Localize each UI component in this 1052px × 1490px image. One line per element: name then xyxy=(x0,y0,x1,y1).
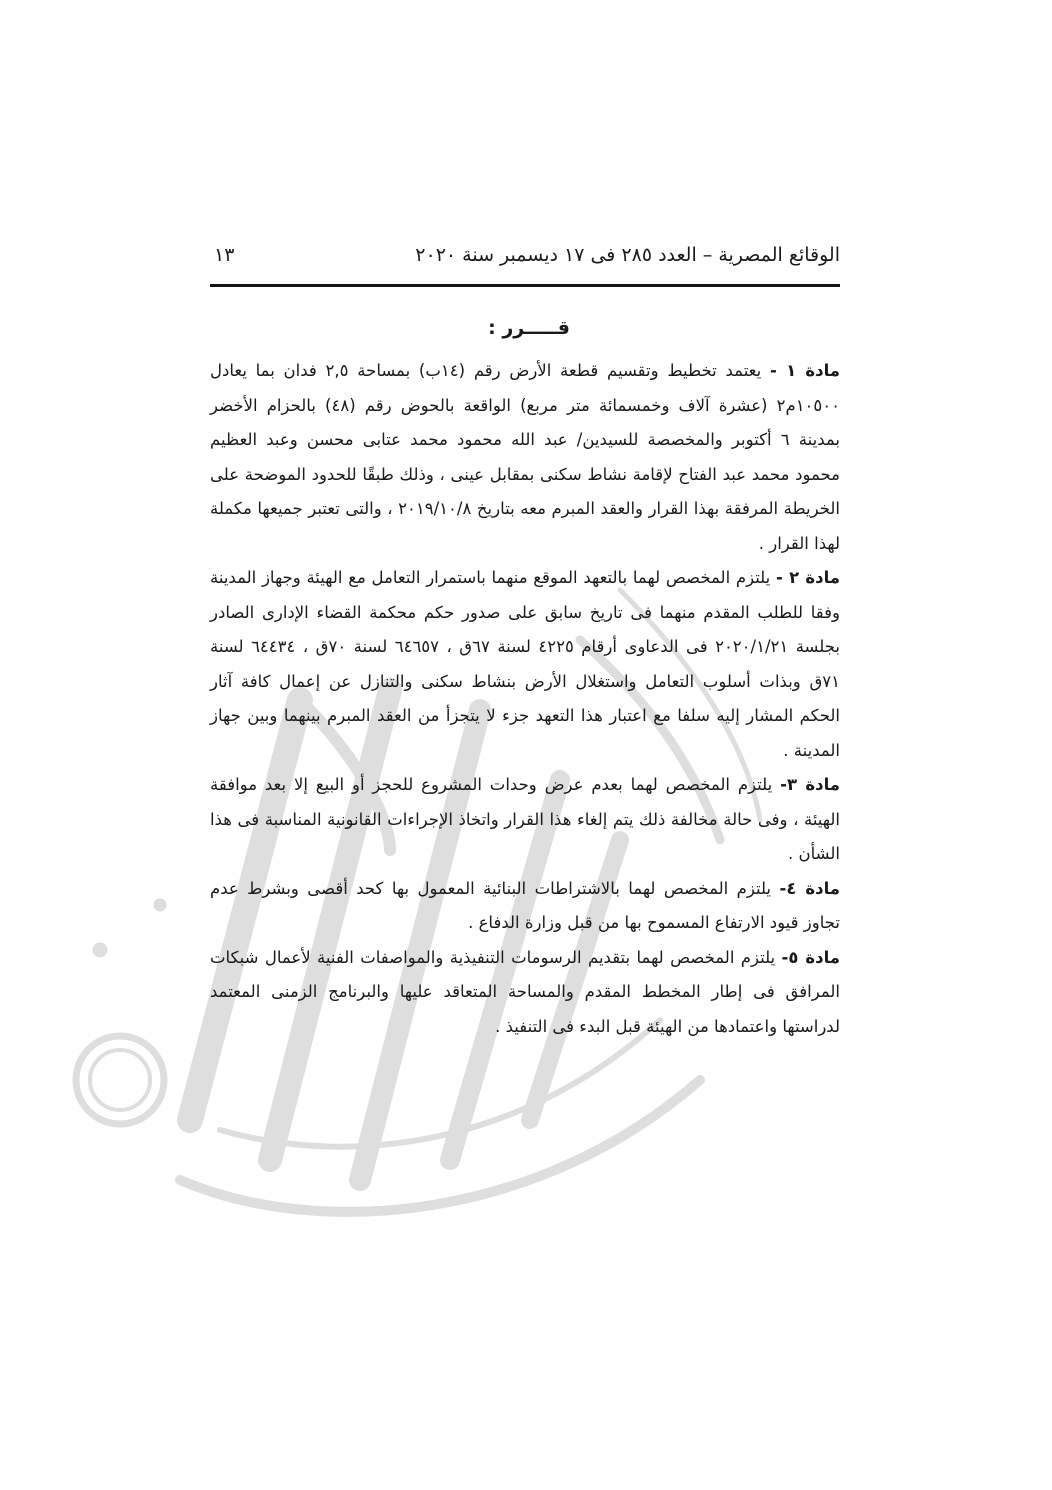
article-text: يلتزم المخصص لهما بالاشتراطات البنائية المعمول بها كحد أقصى وبشرط عدم تجاوز قيود الارتفاع المسموح بها من قبل وزارة الدفاع . xyxy=(210,878,840,932)
article-4 xyxy=(210,872,840,941)
decree-body xyxy=(210,354,840,1044)
article-3 xyxy=(210,768,840,872)
article-text: يلتزم المخصص لهما بعدم عرض وحدات المشروع للحجز أو البيع إلا بعد موافقة الهيئة ، وفى حالة مخالفة ذلك يتم إلغاء هذا القرار واتخاذ الإجراءات القانونية المناسبة فى هذا الشأن . xyxy=(210,775,840,863)
article-1 xyxy=(210,354,840,561)
page-header xyxy=(210,240,840,274)
article-label: مادة ٢ - xyxy=(775,568,840,587)
page-number: ١٣ xyxy=(214,244,235,266)
article-2 xyxy=(210,561,840,768)
article-5 xyxy=(210,941,840,1045)
article-label: مادة ٤- xyxy=(779,878,840,898)
article-text: يلتزم المخصص لهما بتقديم الرسومات التنفيذية والمواصفات الفنية لأعمال شبكات المرافق فى إطار المخطط المقدم والمساحة المتعاقد عليها والبرنامج الزمنى المعتمد لدراستها واعتمادها من الهيئة قبل البدء فى التنفيذ . xyxy=(210,947,840,1036)
header-divider xyxy=(210,284,840,287)
article-label: مادة ١ - xyxy=(769,361,841,380)
decree-heading: قـــــرر : xyxy=(488,317,570,339)
article-text: يعتمد تخطيط وتقسيم قطعة الأرض رقم (١٤ب) بمساحة ٢,٥ فدان بما يعادل ١٠٥٠٠م٢ (عشرة آلاف وخمسمائة متر مربع) الواقعة بالحوض رقم (٤٨) بالحزام الأخضر بمدينة ٦ أكتوبر والمخصصة للسيدين/ عبد الله محمود محمد عتابى محسن وعبد العظيم محمود محمد عبد الفتاح لإقامة نشاط سكنى بمقابل عينى ، وذلك طبقًا للحدود الموضحة على الخريطة المرفقة بهذا القرار والعقد المبرم معه بتاريخ ٢٠١٩/١٠/٨ ، والتى تعتبر جميعها مكملة لهذا القرار . xyxy=(210,361,840,553)
article-text: يلتزم المخصص لهما بالتعهد الموقع منهما باستمرار التعامل مع الهيئة وجهاز المدينة وفقا للطلب المقدم منهما فى تاريخ سابق على صدور حكم محكمة القضاء الإدارى الصادر بجلسة ٢٠٢٠/١/٢١ فى الدعاوى أرقام ٤٢٢٥ لسنة ٦٧ق ، ٦٤٦٥٧ لسنة ٧٠ق ، ٦٤٤٣٤ لسنة ٧١ق وبذات أسلوب التعامل واستغلال الأرض بنشاط سكنى والتنازل عن إعمال كافة آثار الحكم المشار إليه سلفا مع اعتبار هذا التعهد جزء لا يتجزأ من العقد المبرم بينهما وبين جهاز المدينة . xyxy=(210,568,840,760)
article-label: مادة ٥- xyxy=(781,947,840,967)
article-label: مادة ٣- xyxy=(780,775,840,794)
gazette-header-title: الوقائع المصرية – العدد ٢٨٥ فى ١٧ ديسمبر سنة ٢٠٢٠ xyxy=(415,244,840,266)
